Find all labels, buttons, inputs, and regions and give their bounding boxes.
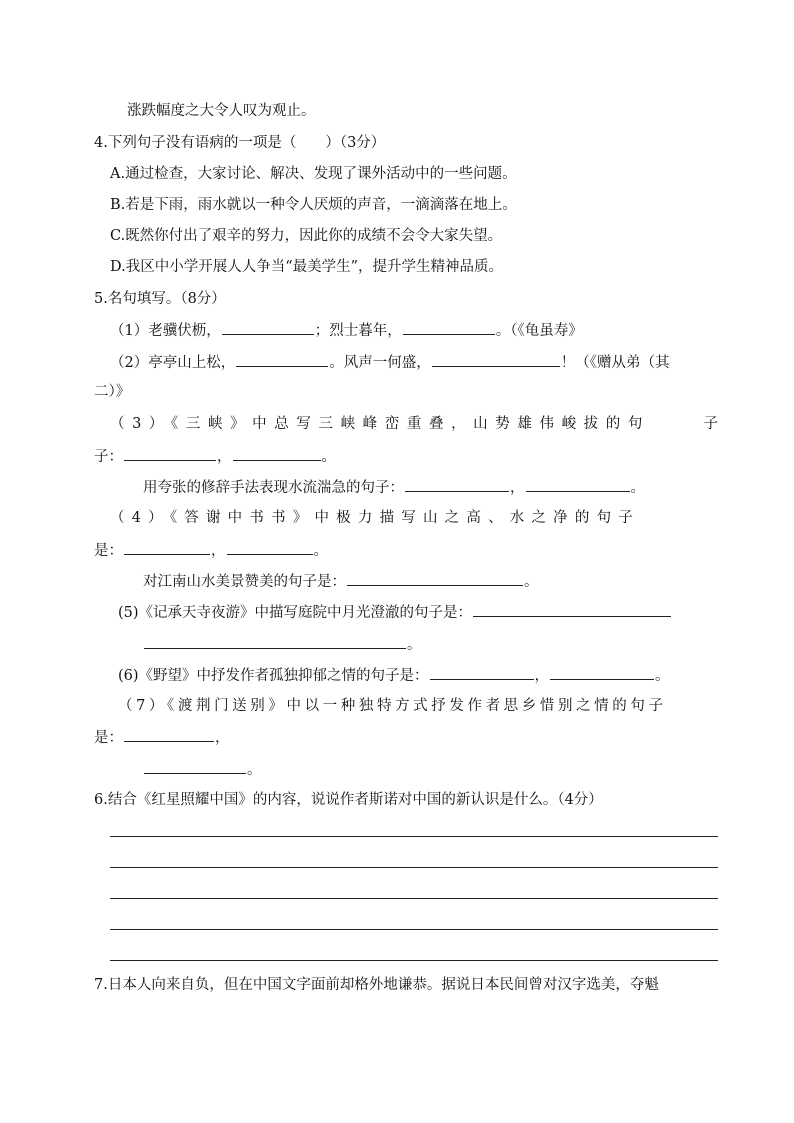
comma: ， (217, 449, 232, 465)
continuation-text: 涨跌幅度之大令人叹为观止。 (127, 103, 316, 119)
q5-item2 (110, 352, 669, 373)
period: 。 (247, 762, 262, 778)
q5-item7-cont (143, 759, 262, 780)
q5-item6 (118, 665, 670, 686)
comma: ， (510, 480, 525, 496)
q5-item1 (110, 320, 583, 341)
answer-line[interactable] (110, 929, 718, 930)
q7-stem: 7.日本人向来自负，但在中国文字面前却格外地谦恭。据说日本民间曾对汉字选美，夺魁 (94, 977, 659, 993)
q4-option-a: A.通过检查，大家讨论、解决、发现了课外活动中的一些问题。 (110, 166, 517, 182)
period: 。 (630, 480, 645, 496)
comma: ， (211, 543, 226, 559)
q5-item1-text-b: ；烈士暮年， (314, 323, 402, 339)
answer-blank[interactable] (124, 540, 210, 555)
q5-item4-sub-text: 对江南山水美景赞美的句子是： (143, 574, 346, 590)
q5-item1-text-c: 。（《龟虽寿》 (495, 323, 583, 339)
q4-option-d: D.我区中小学开展人人争当“最美学生”，提升学生精神品质。 (110, 259, 504, 275)
q5-item3-sub-text: 用夸张的修辞手法表现水流湍急的句子： (143, 480, 404, 496)
q5-item3-end: 子 (703, 416, 718, 432)
q5-item4 (110, 508, 718, 528)
answer-blank[interactable] (473, 602, 671, 617)
q5-item7 (118, 696, 718, 716)
answer-blank[interactable] (430, 665, 534, 680)
answer-blank[interactable] (124, 446, 216, 461)
q4-stem: 4.下列句子没有语病的一项是（ ）（3分） (94, 135, 386, 151)
q5-item7-prefix: 是： (94, 730, 123, 746)
q5-item4-answers (94, 540, 328, 561)
q5-item5 (118, 602, 672, 623)
q5-item3-prefix: 子： (94, 449, 123, 465)
q5-item3-answers (94, 446, 336, 467)
period: 。 (313, 543, 328, 559)
q5-item2-wrap: 二）》 (94, 384, 131, 400)
q5-item4-sub (143, 571, 539, 592)
answer-blank[interactable] (550, 665, 654, 680)
q5-stem: 5.名句填写。（8分） (94, 291, 226, 307)
answer-blank[interactable] (144, 634, 406, 649)
q5-item3-sub (143, 477, 645, 498)
period: 。 (524, 574, 539, 590)
period: 。 (321, 449, 336, 465)
comma: ， (534, 668, 550, 684)
q6-stem: 6.结合《红星照耀中国》的内容，说说作者斯诺对中国的新认识是什么。（4分） (94, 792, 603, 808)
q5-item5-cont (143, 634, 422, 655)
q5-item1-text-a: （1）老骥伏枥， (110, 323, 221, 339)
answer-line[interactable] (110, 836, 718, 837)
q5-item5-text: (5)《记承天寺夜游》中描写庭院中月光澄澈的句子是： (118, 605, 473, 621)
answer-blank[interactable] (526, 477, 630, 492)
answer-line[interactable] (110, 960, 718, 961)
answer-blank[interactable] (222, 320, 314, 335)
comma: ， (215, 730, 230, 746)
q5-item2-text-c: ！（《赠从弟（其 (560, 355, 670, 371)
q4-option-b: B.若是下雨，雨水就以一种令人厌烦的声音，一滴滴落在地上。 (110, 197, 517, 213)
q5-item7-text: （7）《渡荆门送别》中以一种独特方式抒发作者思乡惜别之情的句子 (118, 698, 667, 714)
answer-blank[interactable] (347, 571, 523, 586)
q5-item3-text: （3）《三峡》中总写三峡峰峦重叠，山势雄伟峻拔的句 (110, 416, 650, 432)
answer-blank[interactable] (432, 352, 560, 367)
q5-item7-answers (94, 727, 230, 748)
answer-blank[interactable] (403, 320, 495, 335)
q5-item4-text: （4）《答谢中书书》中极力描写山之高、水之净的句子 (110, 510, 640, 526)
q5-item2-text-a: （2）亭亭山上松， (110, 355, 236, 371)
answer-blank[interactable] (236, 352, 328, 367)
answer-line[interactable] (110, 867, 718, 868)
q5-item2-text-b: 。风声一何盛， (329, 355, 431, 371)
q5-item4-prefix: 是： (94, 543, 123, 559)
q5-item3 (110, 414, 718, 434)
answer-blank[interactable] (124, 727, 214, 742)
period: 。 (407, 637, 422, 653)
answer-blank[interactable] (227, 540, 313, 555)
q4-option-c: C.既然你付出了艰辛的努力，因此你的成绩不会令大家失望。 (110, 228, 503, 244)
answer-blank[interactable] (405, 477, 509, 492)
answer-blank[interactable] (233, 446, 321, 461)
answer-blank[interactable] (144, 759, 246, 774)
answer-line[interactable] (110, 898, 718, 899)
q5-item6-text: (6)《野望》中抒发作者孤独抑郁之情的句子是： (118, 668, 429, 684)
period: 。 (655, 668, 670, 684)
